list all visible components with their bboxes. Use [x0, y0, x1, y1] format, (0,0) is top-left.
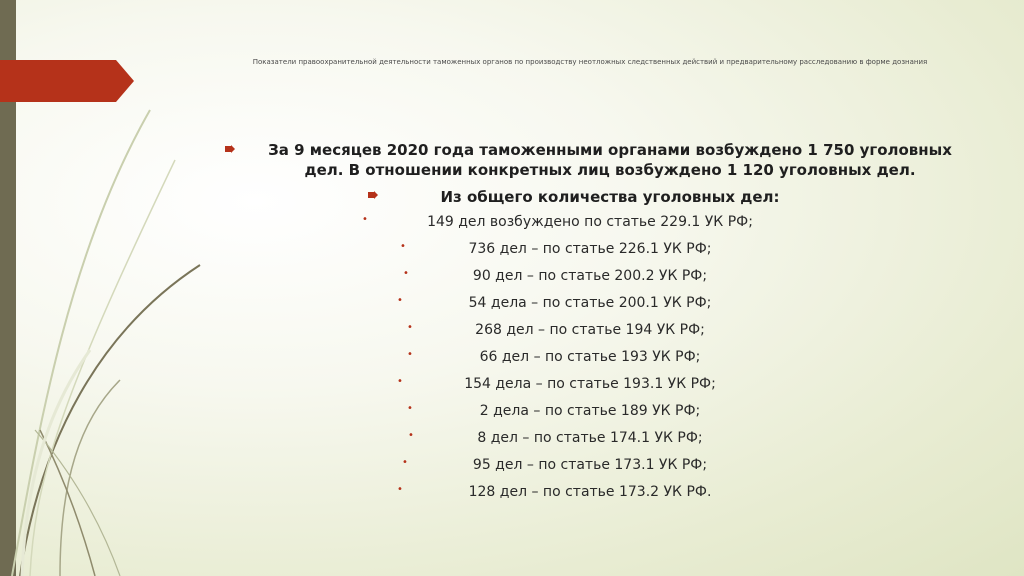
- dot-bullet-icon: •: [407, 349, 413, 360]
- subheading: Из общего количества уголовных дел:: [440, 188, 780, 206]
- list-item: • 8 дел – по статье 174.1 УК РФ;: [408, 430, 703, 446]
- list-item: • 149 дел возбуждено по статье 229.1 УК РФ;: [362, 214, 753, 230]
- dot-bullet-icon: •: [402, 457, 408, 468]
- list-item: • 66 дел – по статье 193 УК РФ;: [407, 349, 701, 365]
- list-item: • 154 дела – по статье 193.1 УК РФ;: [397, 376, 716, 392]
- intro-line-1: За 9 месяцев 2020 года таможенными органами возбуждено 1 750 уголовных: [268, 141, 952, 159]
- intro-paragraph: [250, 140, 970, 180]
- arrow-bullet-icon: [225, 145, 235, 153]
- list-item: • 95 дел – по статье 173.1 УК РФ;: [402, 457, 708, 473]
- intro-line-2: дел. В отношении конкретных лиц возбуждено 1 120 уголовных дел.: [304, 161, 916, 179]
- list-item: • 736 дел – по статье 226.1 УК РФ;: [400, 241, 712, 257]
- dot-bullet-icon: •: [407, 403, 413, 414]
- list-item: • 90 дел – по статье 200.2 УК РФ;: [403, 268, 708, 284]
- list-item: • 2 дела – по статье 189 УК РФ;: [407, 403, 701, 419]
- list-item: • 54 дела – по статье 200.1 УК РФ;: [397, 295, 712, 311]
- dot-bullet-icon: •: [403, 268, 409, 279]
- list-item: • 268 дел – по статье 194 УК РФ;: [407, 322, 705, 338]
- dot-bullet-icon: •: [397, 484, 403, 495]
- slide-title: Показатели правоохранительной деятельности таможенных органов по производству неотложных следственных действий и предварительному расследованию в форме дознания: [252, 58, 928, 66]
- list-item: • 128 дел – по статье 173.2 УК РФ.: [397, 484, 712, 500]
- dot-bullet-icon: •: [397, 295, 403, 306]
- dot-bullet-icon: •: [362, 214, 368, 225]
- dot-bullet-icon: •: [397, 376, 403, 387]
- arrow-bullet-icon: [368, 191, 378, 199]
- dot-bullet-icon: •: [408, 430, 414, 441]
- dot-bullet-icon: •: [400, 241, 406, 252]
- red-accent-tab: [0, 60, 134, 102]
- dot-bullet-icon: •: [407, 322, 413, 333]
